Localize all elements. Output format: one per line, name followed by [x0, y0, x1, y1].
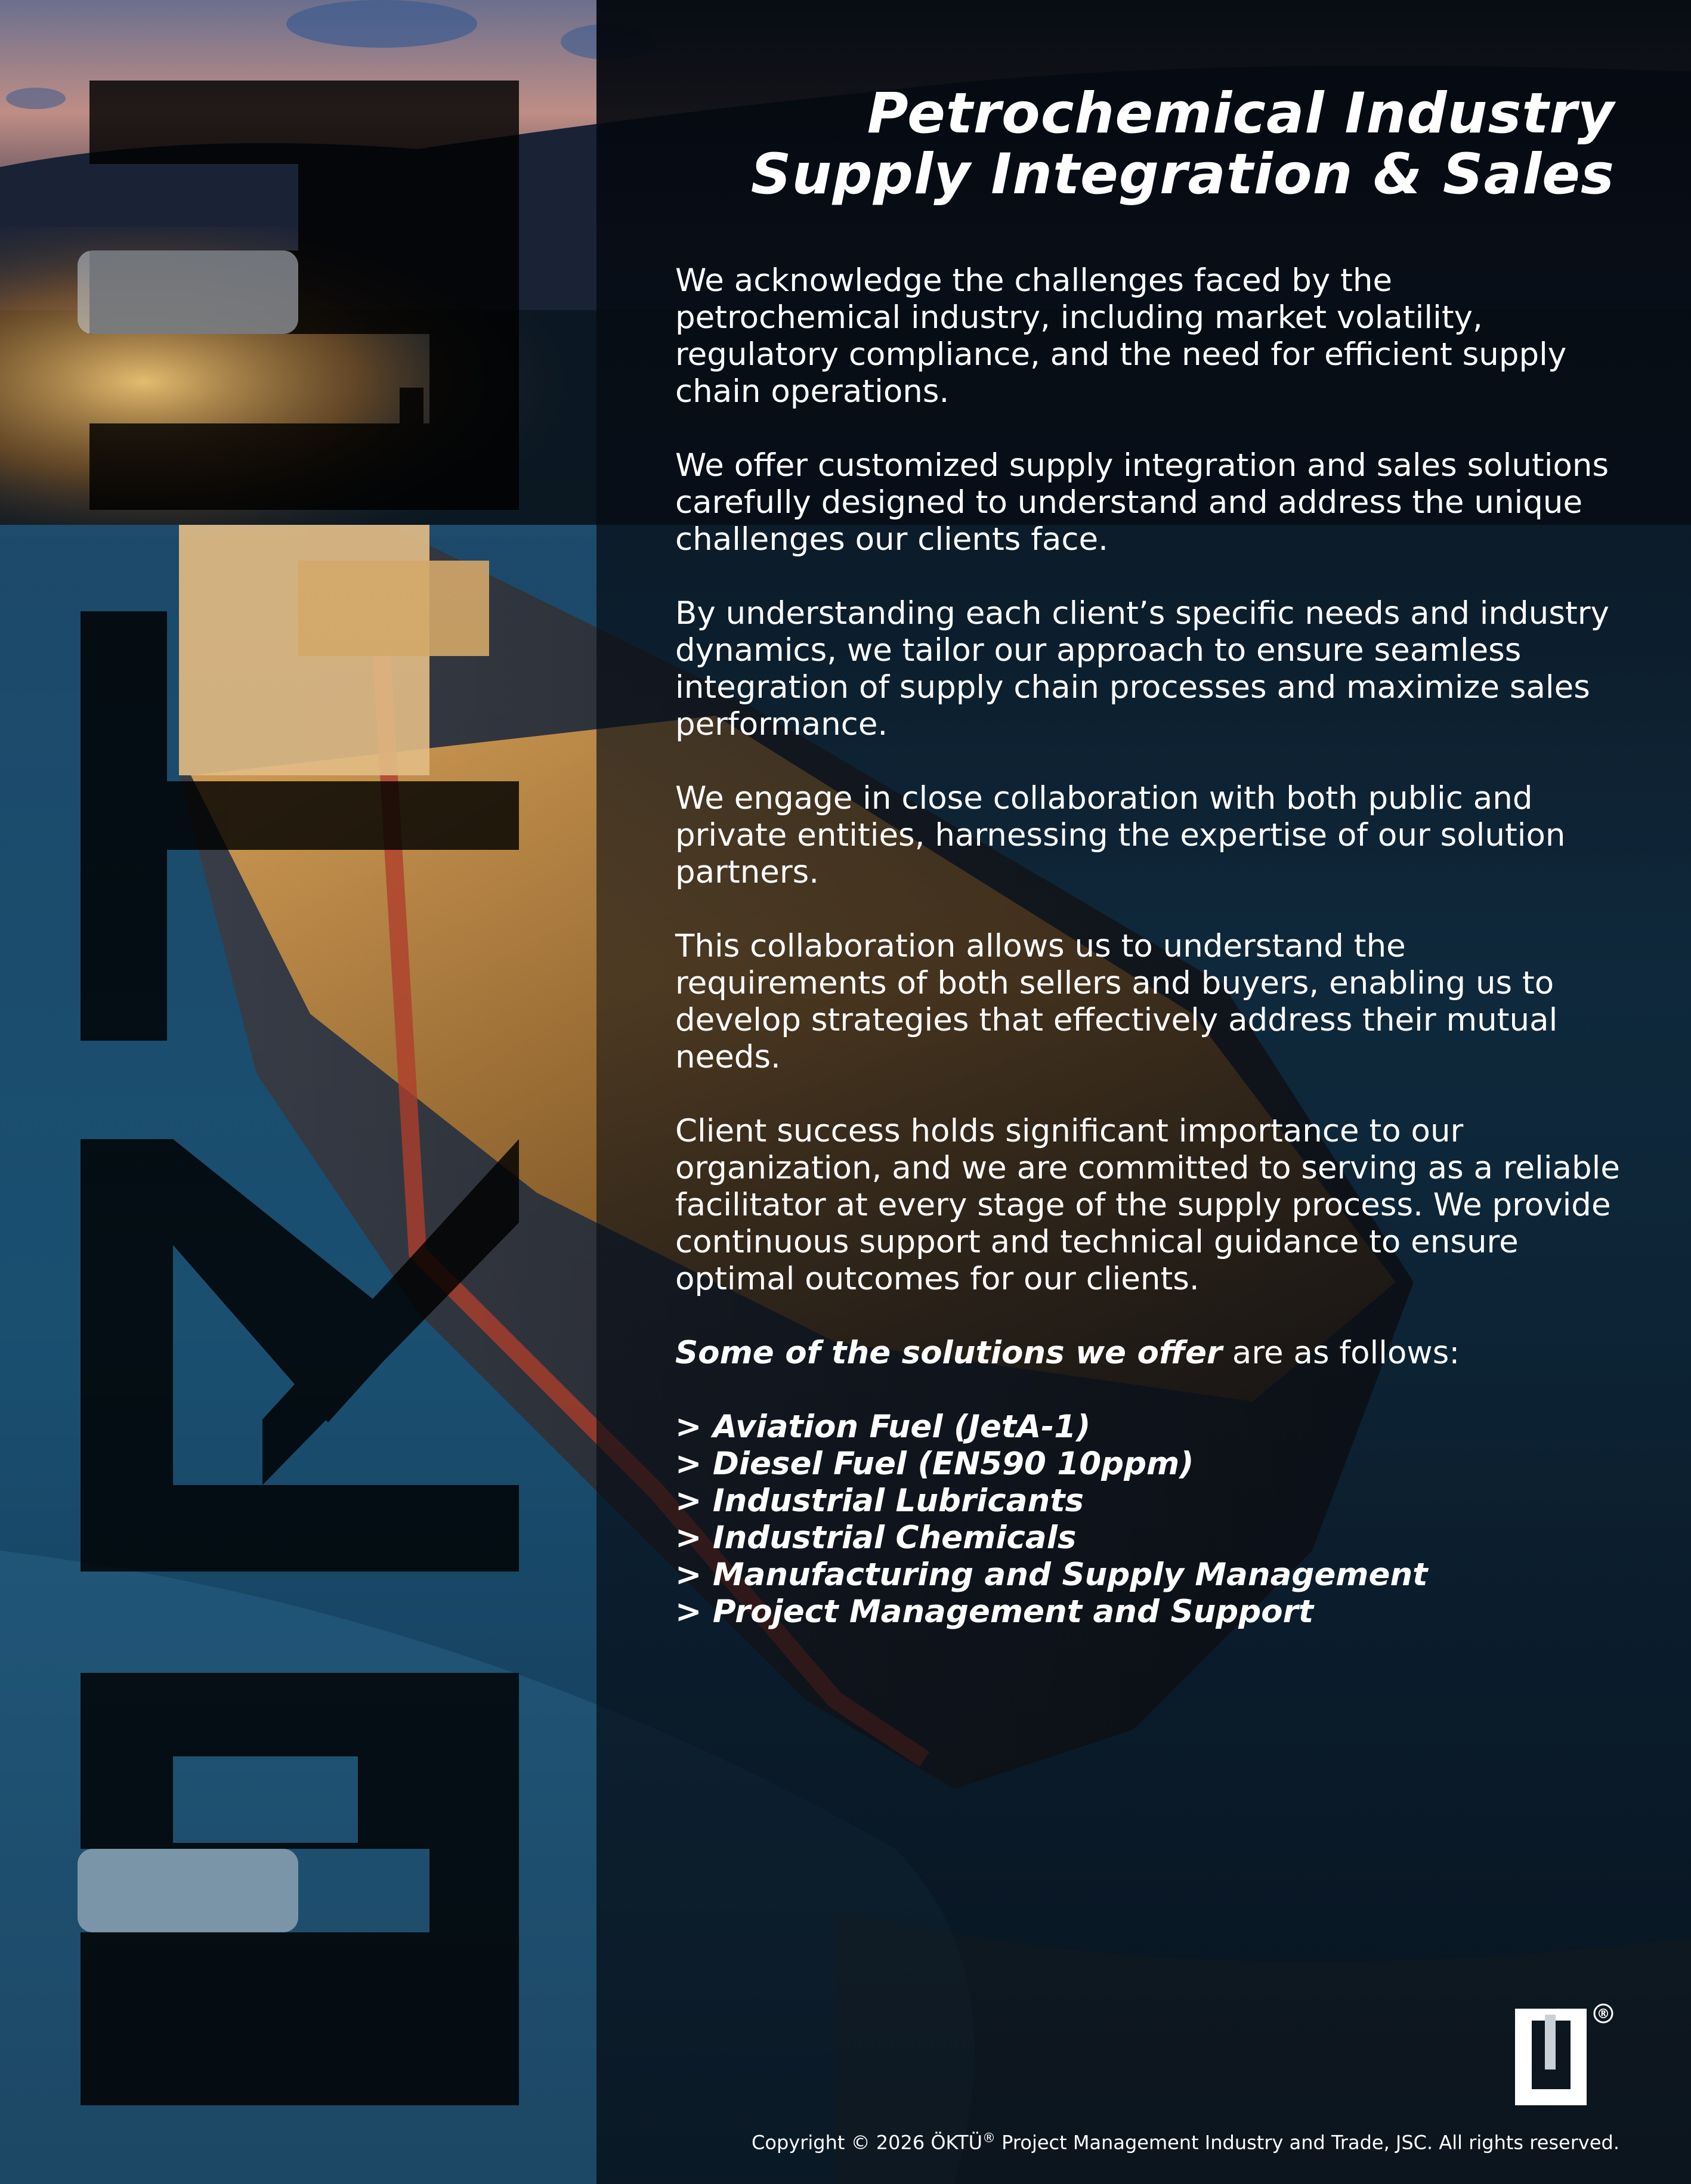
paragraph: We engage in close collaboration with both public and private entities, harnessing the expertise of our solution partners. [675, 780, 1566, 890]
solution-item: > Project Management and Support [675, 1594, 1314, 1630]
paragraph: We offer customized supply integration and sales solutions carefully designed to understand and address the unique challenges our clients face. [675, 447, 1609, 558]
page-title-line-2: Supply Integration & Sales [750, 142, 1615, 207]
paragraph: Client success holds significant importance to our organization, and we are committed to serving as a reliable facilitator at every stage of the supply process. We provide continuous support and technical guidance to ensure optimal outcomes for our clients. [675, 1113, 1620, 1297]
paragraph: We acknowledge the challenges faced by the petrochemical industry, including market volatility, regulatory compliance, and the need for efficient supply chain operations. [675, 262, 1567, 410]
solutions-intro [675, 1335, 1624, 1372]
page-title-line-1: Petrochemical Industry [867, 81, 1615, 146]
oktu-logo-icon [1514, 2003, 1614, 2105]
page-title [601, 83, 1615, 205]
copyright-text-end: Project Management Industry and Trade, JSC. All rights reserved. [996, 2131, 1619, 2154]
paragraph: This collaboration allows us to understand the requirements of both sellers and buyers, enabling us to develop strategies that effectively address their mutual needs. [675, 928, 1558, 1075]
logo-registered-mark: ® [1597, 2007, 1610, 2022]
copyright-text-start: Copyright © 2026 ÖKTÜ [752, 2131, 982, 2154]
body-text [675, 262, 1624, 1631]
solutions-intro-emphasis: Some of the solutions we offer [675, 1335, 1223, 1371]
solution-item: > Industrial Lubricants [675, 1483, 1084, 1519]
solutions-list [675, 1409, 1624, 1631]
solution-item: > Aviation Fuel (JetA-1) [675, 1409, 1091, 1445]
paragraph: By understanding each client’s specific needs and industry dynamics, we tailor our approach to ensure seamless integration of supply chain processes and maximize sales performance. [675, 595, 1609, 743]
copyright-notice [546, 2127, 1619, 2155]
copyright-registered-mark: ® [982, 2131, 996, 2146]
solution-item: > Manufacturing and Supply Management [675, 1557, 1428, 1593]
solution-item: > Diesel Fuel (EN590 10ppm) [675, 1446, 1194, 1482]
solutions-intro-rest: are as follows: [1222, 1335, 1460, 1371]
oktu-vertical-wordmark [0, 0, 596, 2184]
solution-item: > Industrial Chemicals [675, 1520, 1077, 1556]
